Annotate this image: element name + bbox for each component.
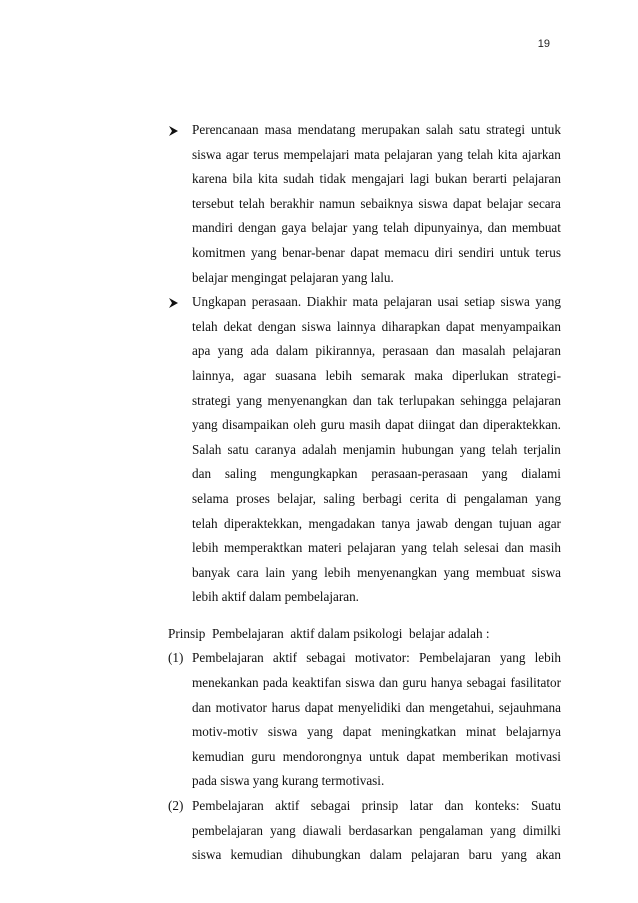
word: yang (352, 220, 379, 236)
word: satu (227, 441, 249, 457)
word: caranya (254, 441, 296, 457)
bullet-item-2 (168, 290, 561, 610)
word: pelajaran (411, 847, 460, 863)
word: Perencanaan (192, 122, 259, 137)
word: dan (379, 675, 399, 691)
word: yang (192, 417, 218, 433)
word: sebagai (306, 650, 346, 666)
word: menyelidiki (337, 699, 401, 715)
text-line (192, 389, 561, 414)
word: merupakan (361, 122, 421, 137)
word: namun (319, 195, 356, 211)
word: dan (504, 540, 524, 556)
word: pikirannya, (315, 343, 376, 359)
word: aktif (272, 650, 298, 666)
word: yang (499, 650, 526, 666)
word: membuat (475, 564, 525, 580)
word: dan (192, 466, 212, 482)
word: yang (270, 822, 296, 838)
word: semarak (361, 367, 406, 383)
word: dengan (238, 220, 277, 236)
word: gaya (281, 220, 307, 236)
word: yang (535, 490, 561, 506)
item-2-label: (2) (168, 798, 184, 814)
word: untuk (499, 244, 530, 260)
text-line (192, 167, 561, 192)
word: telah (432, 540, 459, 556)
word: siswa (301, 318, 332, 334)
word: guru (402, 675, 427, 691)
word: Ungkapan (192, 294, 247, 310)
principle-heading-text: Prinsip Pembelajaran aktif dalam psikologi belajar adalah : (168, 625, 490, 641)
arrowhead-bullet-icon (168, 126, 178, 136)
bullet-2-text (168, 290, 561, 610)
word: dan (444, 798, 464, 814)
word: motiv-motiv (192, 724, 258, 740)
word: belajar mengingat pelajaran yang lalu. (192, 269, 394, 285)
word: proses (236, 490, 270, 506)
text-line (192, 290, 561, 315)
text-line (192, 143, 561, 168)
text-line (192, 536, 561, 561)
word: perasaan (382, 343, 429, 359)
word: yang (459, 441, 486, 457)
word: dan (435, 343, 455, 359)
item-1-text (168, 646, 561, 794)
word: karena (192, 171, 228, 187)
word: berarti (472, 171, 508, 187)
word: tidak (319, 171, 346, 187)
text-line (192, 585, 561, 610)
text-line (192, 671, 561, 696)
word: dipunyainya, (414, 220, 483, 236)
word: dengan (257, 318, 296, 334)
word: adalah (302, 441, 337, 457)
word: diperlukan (452, 367, 509, 383)
word: dapat (452, 195, 482, 211)
word: bukan (434, 171, 468, 187)
word: lainnya (336, 318, 376, 334)
word: yang (250, 244, 277, 260)
word: lagi (409, 171, 430, 187)
word: harus (271, 699, 301, 715)
word: dapat (342, 724, 372, 740)
word: yang (481, 466, 508, 482)
word: telah (192, 318, 218, 334)
word: telah (192, 515, 218, 531)
text-line (192, 819, 561, 844)
word: mendatang (297, 122, 356, 137)
word: pelajaran (512, 343, 561, 359)
word: kemudian (192, 748, 245, 764)
word: usai (437, 294, 459, 310)
word: terus (253, 146, 279, 162)
word: mengajari (351, 171, 405, 187)
word: keaktifan (292, 675, 342, 691)
word: pembelajaran (192, 822, 264, 838)
text-line (192, 794, 561, 819)
word: lainnya, (192, 367, 235, 383)
word: diperaktekkan, (224, 515, 303, 531)
text-line (192, 769, 561, 794)
word: menyenangkan (357, 564, 437, 580)
word: siswa (267, 724, 298, 740)
word: menjamin (342, 441, 396, 457)
bullet-item-1 (168, 118, 561, 290)
numbered-item-1 (168, 646, 561, 794)
word: latar (409, 798, 434, 814)
word: tanya (381, 515, 411, 531)
word: mengadakan (308, 515, 376, 531)
word: menekankan (192, 675, 259, 691)
text-line (192, 843, 561, 868)
word: siswa (500, 294, 530, 310)
word: telah (491, 441, 518, 457)
word: belajar (311, 220, 348, 236)
word: terjalin (523, 441, 561, 457)
word: strategi (192, 392, 231, 408)
word: di (446, 490, 457, 506)
word: kemudian (230, 847, 283, 863)
word: perasaan. (251, 294, 302, 310)
word: yang (236, 392, 262, 408)
word: membuat (511, 220, 561, 236)
word: selesai (463, 540, 500, 556)
word: kita (497, 146, 518, 162)
word: guru (320, 417, 345, 433)
word: masa (264, 122, 292, 137)
word: belajarnya (506, 724, 561, 740)
text-line (192, 241, 561, 266)
word: satu (459, 122, 481, 137)
word: diharapkan (381, 318, 441, 334)
word: guru (251, 748, 276, 764)
word: fasilitator (510, 675, 561, 691)
word: siswa (418, 195, 448, 211)
word: hubungan (401, 441, 454, 457)
word: setiap (464, 294, 495, 310)
word: suasana (275, 367, 317, 383)
word: memberikan (442, 748, 509, 764)
word: yang (437, 146, 463, 162)
text-line (192, 216, 561, 241)
word: siswa (192, 847, 222, 863)
word: perasaan-perasaan (371, 466, 468, 482)
page-number: 19 (537, 38, 550, 50)
word: memacu (384, 244, 430, 260)
paragraph-gap (168, 610, 561, 622)
word: siswa (345, 675, 375, 691)
word: diri (434, 244, 453, 260)
word: komitmen (192, 244, 246, 260)
word: Pembelajaran (192, 798, 264, 814)
word: masih (349, 417, 381, 433)
word: yang (501, 847, 527, 863)
word: benar-benar (282, 244, 345, 260)
word: agar (243, 367, 267, 383)
word: pengalaman (419, 822, 484, 838)
text-line (192, 315, 561, 340)
word: hanya (430, 675, 463, 691)
word: dapat (385, 417, 414, 433)
word: banyak (192, 564, 231, 580)
word: materi (308, 540, 342, 556)
word: yang (291, 564, 318, 580)
word: telah (239, 195, 265, 211)
word: pelajaran (383, 294, 432, 310)
word: sejauhmana (498, 699, 561, 715)
word: dan (459, 417, 479, 433)
word: dialami (521, 466, 561, 482)
word: dan (192, 699, 212, 715)
word: terus (535, 244, 561, 260)
word: sudah (283, 171, 315, 187)
text-line (192, 696, 561, 721)
text-line (192, 118, 561, 143)
word: ajarkan (522, 146, 561, 162)
text-line (192, 339, 561, 364)
word: oleh (293, 417, 317, 433)
word: memperaktkan (224, 540, 303, 556)
word: yang (401, 540, 428, 556)
word: terlupakan (399, 392, 455, 408)
word: tujuan (498, 515, 532, 531)
word: konteks: (474, 798, 520, 814)
word: berbagi (362, 490, 403, 506)
word: Diakhir (306, 294, 347, 310)
text-line (192, 512, 561, 537)
word: mendorongnya (282, 748, 362, 764)
word: dimilki (522, 822, 561, 838)
word: telah (467, 146, 494, 162)
text-line (192, 266, 561, 291)
word: secara (527, 195, 561, 211)
text-line (192, 413, 561, 438)
word: sendiri (458, 244, 495, 260)
word: lebih (325, 367, 352, 383)
word: pelajaran (512, 171, 561, 187)
word: mandiri (192, 220, 234, 236)
word: dapat (406, 748, 436, 764)
word: tersebut (192, 195, 234, 211)
word: berakhir (269, 195, 314, 211)
word: yang (535, 294, 561, 310)
word: sebaiknya (360, 195, 414, 211)
word: motivator: (354, 650, 410, 666)
word: lebih (324, 564, 351, 580)
word: strategi (486, 122, 526, 137)
word: yang (307, 724, 333, 740)
word: pelajaran (347, 540, 396, 556)
word: dalam (276, 343, 309, 359)
word: dihubungkan (291, 847, 361, 863)
word: mengungkapkan (270, 466, 358, 482)
word: diingat (418, 417, 455, 433)
word: sebagai (466, 675, 507, 691)
word: kita (257, 171, 278, 187)
word: mata (354, 146, 380, 162)
word: apa (192, 343, 211, 359)
word: menyampaikan (480, 318, 561, 334)
word: cara (236, 564, 259, 580)
word: minat (466, 724, 497, 740)
word: berdasarkan (348, 822, 413, 838)
word: tak (377, 392, 394, 408)
word: pada siswa yang kurang termotivasi. (192, 773, 385, 789)
word: pada (262, 675, 288, 691)
word: Suatu (530, 798, 561, 814)
text-line (192, 487, 561, 512)
word: disampaikan (222, 417, 289, 433)
word: siswa (192, 146, 222, 162)
word: yang (443, 564, 470, 580)
text-line (192, 364, 561, 389)
word: menyenangkan (267, 392, 348, 408)
word: pelajaran (384, 146, 433, 162)
word: baru (468, 847, 493, 863)
word: jawab (416, 515, 448, 531)
word: masih (529, 540, 561, 556)
word: motivasi (515, 748, 561, 764)
word: masalah (462, 343, 506, 359)
word: untuk (530, 122, 561, 137)
word: siswa (531, 564, 561, 580)
word: dalam (369, 847, 402, 863)
word: sebagai (310, 798, 351, 814)
word: lain (265, 564, 286, 580)
word: Salah (192, 441, 222, 457)
word: telah (383, 220, 409, 236)
word: Pembelajaran (418, 650, 491, 666)
word: akan (536, 847, 561, 863)
word: saling (224, 466, 257, 482)
word: untuk (369, 748, 400, 764)
arrowhead-bullet-icon (168, 298, 178, 308)
word: saling (323, 490, 355, 506)
page-body (168, 118, 561, 868)
text-line (192, 561, 561, 586)
word: selama (192, 490, 229, 506)
text-line (192, 646, 561, 671)
word: dapat (304, 699, 334, 715)
word: dan (352, 392, 372, 408)
word: yang (217, 343, 244, 359)
word: agar (225, 146, 249, 162)
word: pelajaran (512, 392, 561, 408)
word: dapat (446, 318, 475, 334)
word: cerita (409, 490, 439, 506)
word: diawali (302, 822, 342, 838)
word: salah (425, 122, 454, 137)
word: sehingga (460, 392, 508, 408)
word: dan (487, 220, 507, 236)
word: yang (490, 822, 516, 838)
principle-heading (168, 622, 561, 647)
word: mempelajari (283, 146, 350, 162)
word: lebih aktif dalam pembelajaran. (192, 589, 359, 605)
word: dan (405, 699, 425, 715)
text-line (192, 720, 561, 745)
bullet-1-text (168, 118, 561, 290)
word: mengetahui, (429, 699, 495, 715)
word: pengalaman (464, 490, 528, 506)
word: ada (250, 343, 269, 359)
word: bila (232, 171, 253, 187)
word: belajar, (277, 490, 316, 506)
word: lebih (192, 540, 219, 556)
word: prinsip (361, 798, 399, 814)
text-line (192, 438, 561, 463)
word: dekat (223, 318, 253, 334)
word: aktif (275, 798, 300, 814)
item-2-text (168, 794, 561, 868)
word: mata (352, 294, 379, 310)
word: lebih (534, 650, 561, 666)
word: dapat (350, 244, 379, 260)
item-1-label: (1) (168, 650, 184, 666)
word: maka (414, 367, 443, 383)
word: strategi- (517, 367, 561, 383)
word: motivator (215, 699, 267, 715)
word: meningkatkan (381, 724, 457, 740)
text-line (192, 462, 561, 487)
word: diperaktekkan. (482, 417, 561, 433)
numbered-item-2 (168, 794, 561, 868)
text-line (192, 745, 561, 770)
word: belajar (486, 195, 523, 211)
word: Pembelajaran (192, 650, 264, 666)
word: agar (538, 515, 561, 531)
word: dengan (454, 515, 493, 531)
text-line (192, 192, 561, 217)
